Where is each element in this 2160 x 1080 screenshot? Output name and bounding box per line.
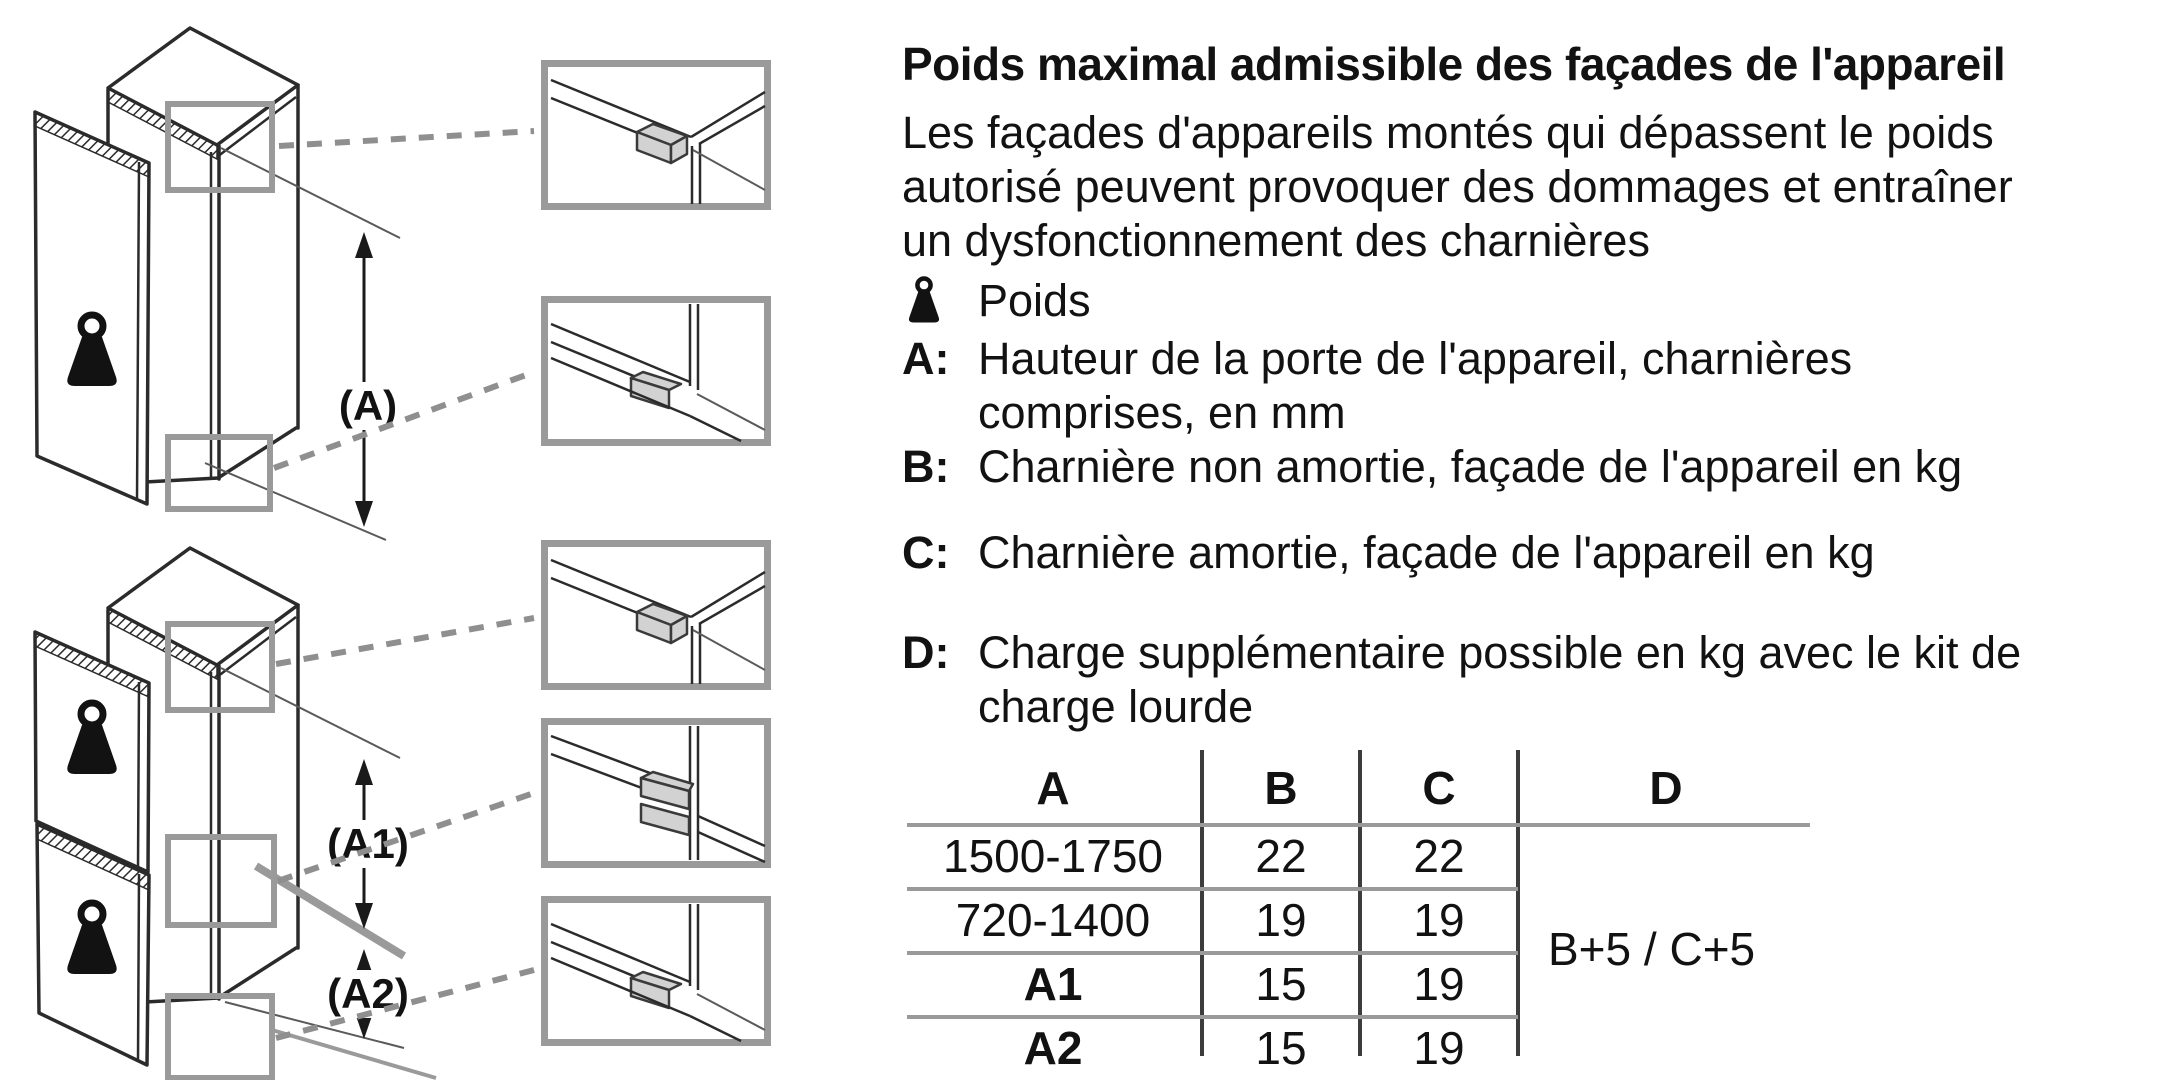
legend-row-b [902, 440, 2158, 494]
col-header-c: C [1422, 762, 1456, 814]
table-cell-d-merged: B+5 / C+5 [1548, 923, 1756, 975]
legend-text: Charge supplémentaire possible en kg avec le kit de charge lourde [978, 627, 2022, 732]
intro-paragraph [902, 106, 2158, 268]
table-cell: 1500-1750 [943, 830, 1163, 882]
legend-key: C: [902, 527, 950, 578]
legend-text: Charnière non amortie, façade de l'appareil en kg [978, 441, 1963, 492]
table-cell: 15 [1255, 1022, 1307, 1074]
hinge-detail-box-2 [545, 300, 768, 443]
dimension-a1-label: (A1) [327, 820, 409, 867]
leader-dashed [276, 618, 534, 664]
leader-dashed [279, 131, 534, 146]
legend-text: Hauteur de la porte de l'appareil, charnières comprises, en mm [978, 333, 1853, 438]
hinge-callout-bottom [168, 996, 272, 1078]
table-vline [1516, 750, 1520, 1056]
weight-icon [902, 274, 978, 328]
table-cell: 15 [1255, 958, 1307, 1010]
hinge-detail-box-4 [545, 722, 768, 865]
legend-row-c [902, 526, 2158, 580]
table-cell: 720-1400 [955, 894, 1151, 946]
intro-line: autorisé peuvent provoquer des dommages et entraîner [902, 161, 2013, 212]
table-cell: 19 [1413, 958, 1465, 1010]
hinge-detail-box-1 [545, 64, 768, 207]
table-cell: 22 [1255, 830, 1307, 882]
legend-key: A: [902, 333, 950, 384]
intro-line: un dysfonctionnement des charnières [902, 215, 1650, 266]
legend-text: Poids [978, 275, 1091, 326]
table-rule [907, 951, 1518, 955]
hinge-callout-middle [168, 837, 274, 925]
page-title: Poids maximal admissible des façades de l'appareil [902, 37, 2006, 90]
legend-key: D: [902, 627, 950, 678]
legend-row-d [902, 626, 2158, 734]
table-rule [907, 823, 1810, 827]
diagram-single-door [35, 28, 534, 540]
legend-row-a [902, 332, 2158, 440]
table-rule [907, 887, 1518, 891]
table-rule [907, 1015, 1518, 1019]
hinge-detail-box-5 [545, 900, 768, 1043]
installation-diagram [0, 0, 880, 1080]
table-cell: 19 [1255, 894, 1307, 946]
col-header-b: B [1264, 762, 1298, 814]
hinge-detail-box-3 [545, 544, 768, 687]
dimension-a2-label: (A2) [327, 970, 409, 1017]
legend-row-poids [902, 274, 2158, 328]
diagram-double-door [35, 548, 534, 1078]
col-header-a: A [1036, 762, 1070, 814]
appliance-door [35, 112, 149, 504]
table-vline [1358, 750, 1362, 1056]
dimension-a-label: (A) [338, 382, 398, 429]
legend-text: Charnière amortie, façade de l'appareil en kg [978, 527, 1875, 578]
legend-key: B: [902, 441, 950, 492]
table-cell: 19 [1413, 1022, 1465, 1074]
table-cell: 19 [1413, 894, 1465, 946]
intro-line: Les façades d'appareils montés qui dépassent le poids [902, 107, 1994, 158]
table-cell: 22 [1413, 830, 1465, 882]
weight-table [905, 748, 1825, 1080]
dimension-A [320, 232, 416, 527]
table-vline [1200, 750, 1204, 1056]
table-cell: A2 [1023, 1022, 1083, 1074]
table-cell: A1 [1023, 958, 1083, 1010]
col-header-d: D [1649, 762, 1683, 814]
